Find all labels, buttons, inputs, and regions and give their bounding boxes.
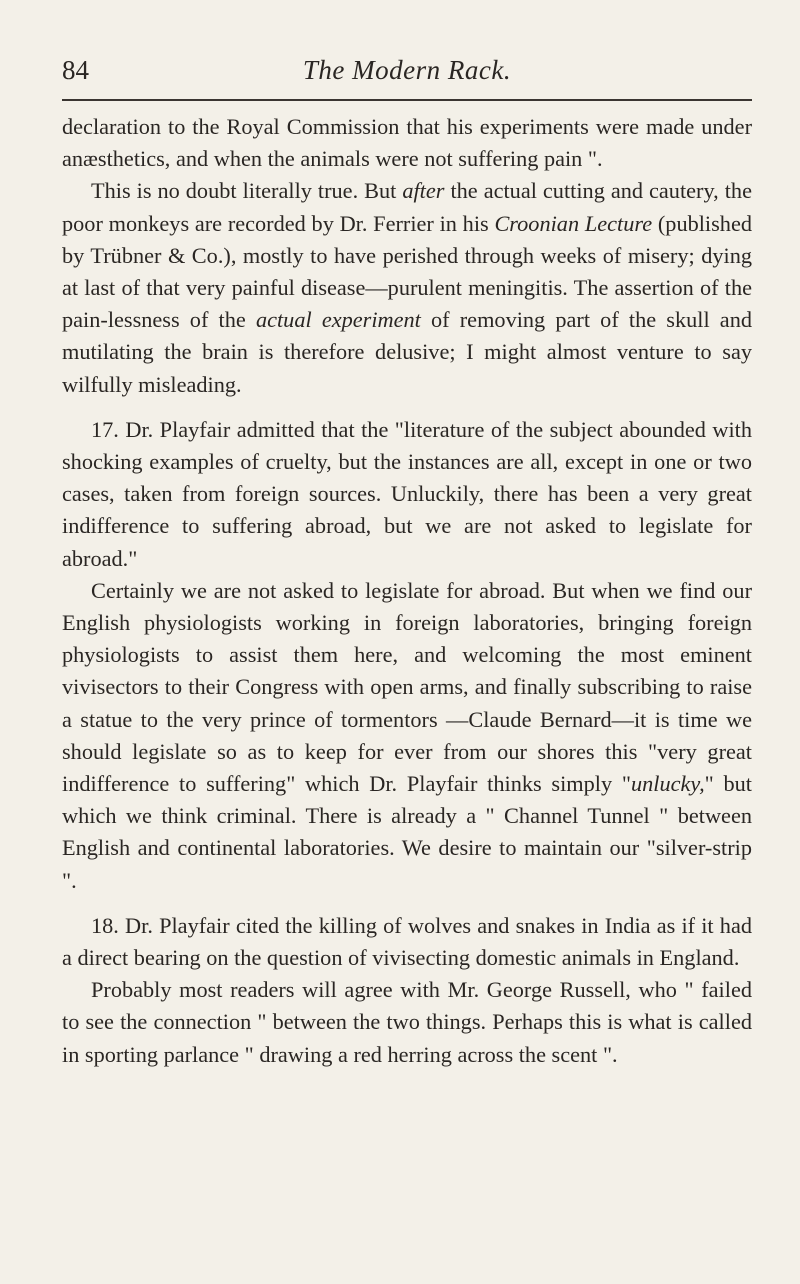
paragraph-17 [62, 414, 752, 575]
running-title: The Modern Rack. [302, 55, 512, 85]
text-run: Probably most readers will agree with Mr. George Russell, who " failed to see the connection " between the two things. Perhaps this is what is called in sporting parlance " drawing a red herring across the scent ". [62, 977, 752, 1067]
text-run: the actual cutting and cautery, the poor monkeys are recorded by Dr. Ferrier in his [62, 178, 752, 236]
paragraph-russell [62, 974, 752, 1071]
body-text [62, 111, 752, 1071]
text-run: Certainly we are not asked to legislate for abroad. But when we find our English physiologists working in foreign laboratories, bringing foreign physiologists to assist them here, and welcoming the most eminent vivisectors to their Congress with open arms, and finally subscribing to raise a statue to the very prince of tormentors —Claude Bernard—it is time we should legislate so as to keep for ever from our shores this "very great indifference to suffering" which Dr. Playfair thinks simply " [62, 577, 752, 797]
italic-text-run: unlucky, [630, 771, 705, 797]
text-run: 18. Dr. Playfair cited the killing of wolves and snakes in India as if it had a direct bearing on the question of vivisecting domestic animals in England. [62, 912, 752, 971]
header-rule [62, 99, 752, 101]
italic-text-run: after [402, 178, 445, 204]
paragraph-ferrier [62, 175, 752, 400]
paragraph-legislate-abroad [62, 575, 752, 897]
italic-text-run: actual experiment [255, 307, 421, 333]
text-run: (published by Trübner & Co.), mostly to have perished through weeks of misery; dying at last of that very painful disease—purulent meningitis. The assertion of the pain-lessness of the [62, 210, 752, 333]
text-run: of removing part of the skull and mutilating the brain is therefore delusive; I might almost venture to say wilfully misleading. [62, 307, 752, 397]
paragraph-18 [62, 910, 752, 974]
paragraph-continued [62, 111, 752, 175]
text-run: declaration to the Royal Commission that his experiments were made under anæsthetics, and when the animals were not suffering pain ". [62, 114, 752, 172]
text-run: 17. Dr. Playfair admitted that the "literature of the subject abounded with shocking examples of cruelty, but the instances are all, except in one or two cases, taken from foreign sources. Unluckily, there has been a very great indifference to suffering abroad, but we are not asked to legislate for abroad." [62, 416, 752, 571]
italic-text-run: Croonian Lecture [494, 210, 653, 236]
page-number: 84 [62, 55, 89, 85]
page-header [62, 50, 752, 90]
text-run: " but which we think criminal. There is already a " Channel Tunnel " between English and continental laboratories. We desire to maintain our "silver-strip ". [62, 771, 753, 893]
text-run: This is no doubt literally true. But [91, 178, 403, 204]
